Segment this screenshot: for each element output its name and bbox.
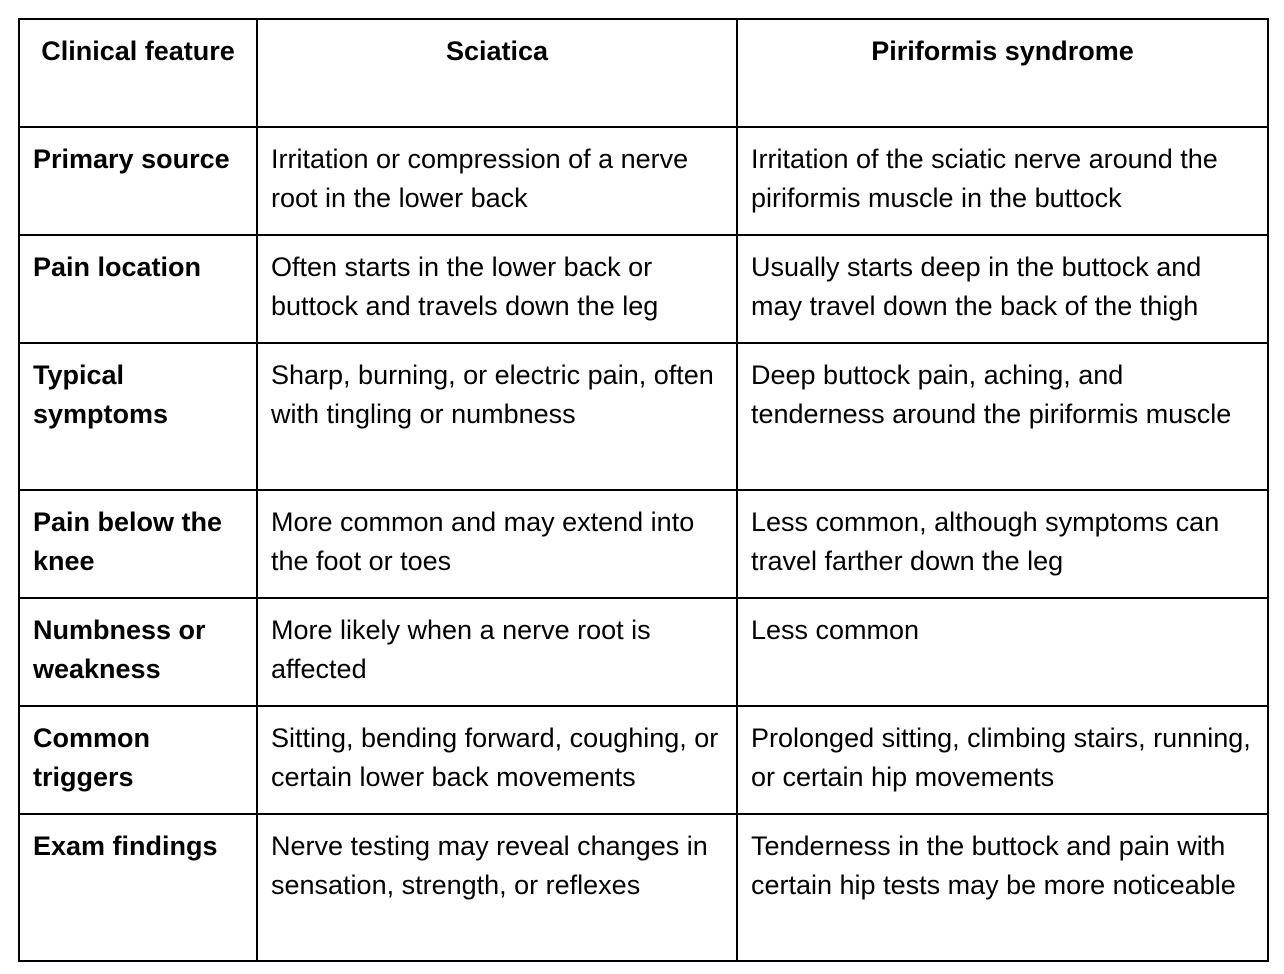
table-row (19, 235, 1268, 343)
piriformis-cell: Usually starts deep in the buttock and may travel down the back of the thigh (737, 235, 1268, 343)
sciatica-cell: Irritation or compression of a nerve root in the lower back (257, 127, 737, 235)
table-row (19, 343, 1268, 490)
feature-cell: Numbness or weakness (19, 598, 257, 706)
comparison-table (18, 18, 1269, 962)
piriformis-cell: Prolonged sitting, climbing stairs, running, or certain hip movements (737, 706, 1268, 814)
table-row (19, 490, 1268, 598)
sciatica-cell: Sitting, bending forward, coughing, or certain lower back movements (257, 706, 737, 814)
sciatica-cell: Often starts in the lower back or buttock and travels down the leg (257, 235, 737, 343)
feature-cell: Exam findings (19, 814, 257, 961)
piriformis-cell: Tenderness in the buttock and pain with certain hip tests may be more noticeable (737, 814, 1268, 961)
header-piriformis-syndrome: Piriformis syndrome (737, 19, 1268, 127)
piriformis-cell: Less common (737, 598, 1268, 706)
table-row (19, 706, 1268, 814)
table-row (19, 598, 1268, 706)
feature-cell: Pain below the knee (19, 490, 257, 598)
sciatica-cell: Nerve testing may reveal changes in sensation, strength, or reflexes (257, 814, 737, 961)
sciatica-cell: More likely when a nerve root is affected (257, 598, 737, 706)
header-clinical-feature: Clinical feature (19, 19, 257, 127)
table-row (19, 814, 1268, 961)
piriformis-cell: Irritation of the sciatic nerve around the piriformis muscle in the buttock (737, 127, 1268, 235)
feature-cell: Primary source (19, 127, 257, 235)
sciatica-cell: Sharp, burning, or electric pain, often with tingling or numbness (257, 343, 737, 490)
table-row (19, 127, 1268, 235)
table-header-row (19, 19, 1268, 127)
piriformis-cell: Deep buttock pain, aching, and tenderness around the piriformis muscle (737, 343, 1268, 490)
piriformis-cell: Less common, although symptoms can travel farther down the leg (737, 490, 1268, 598)
feature-cell: Common triggers (19, 706, 257, 814)
header-sciatica: Sciatica (257, 19, 737, 127)
feature-cell: Pain location (19, 235, 257, 343)
sciatica-cell: More common and may extend into the foot or toes (257, 490, 737, 598)
feature-cell: Typical symptoms (19, 343, 257, 490)
